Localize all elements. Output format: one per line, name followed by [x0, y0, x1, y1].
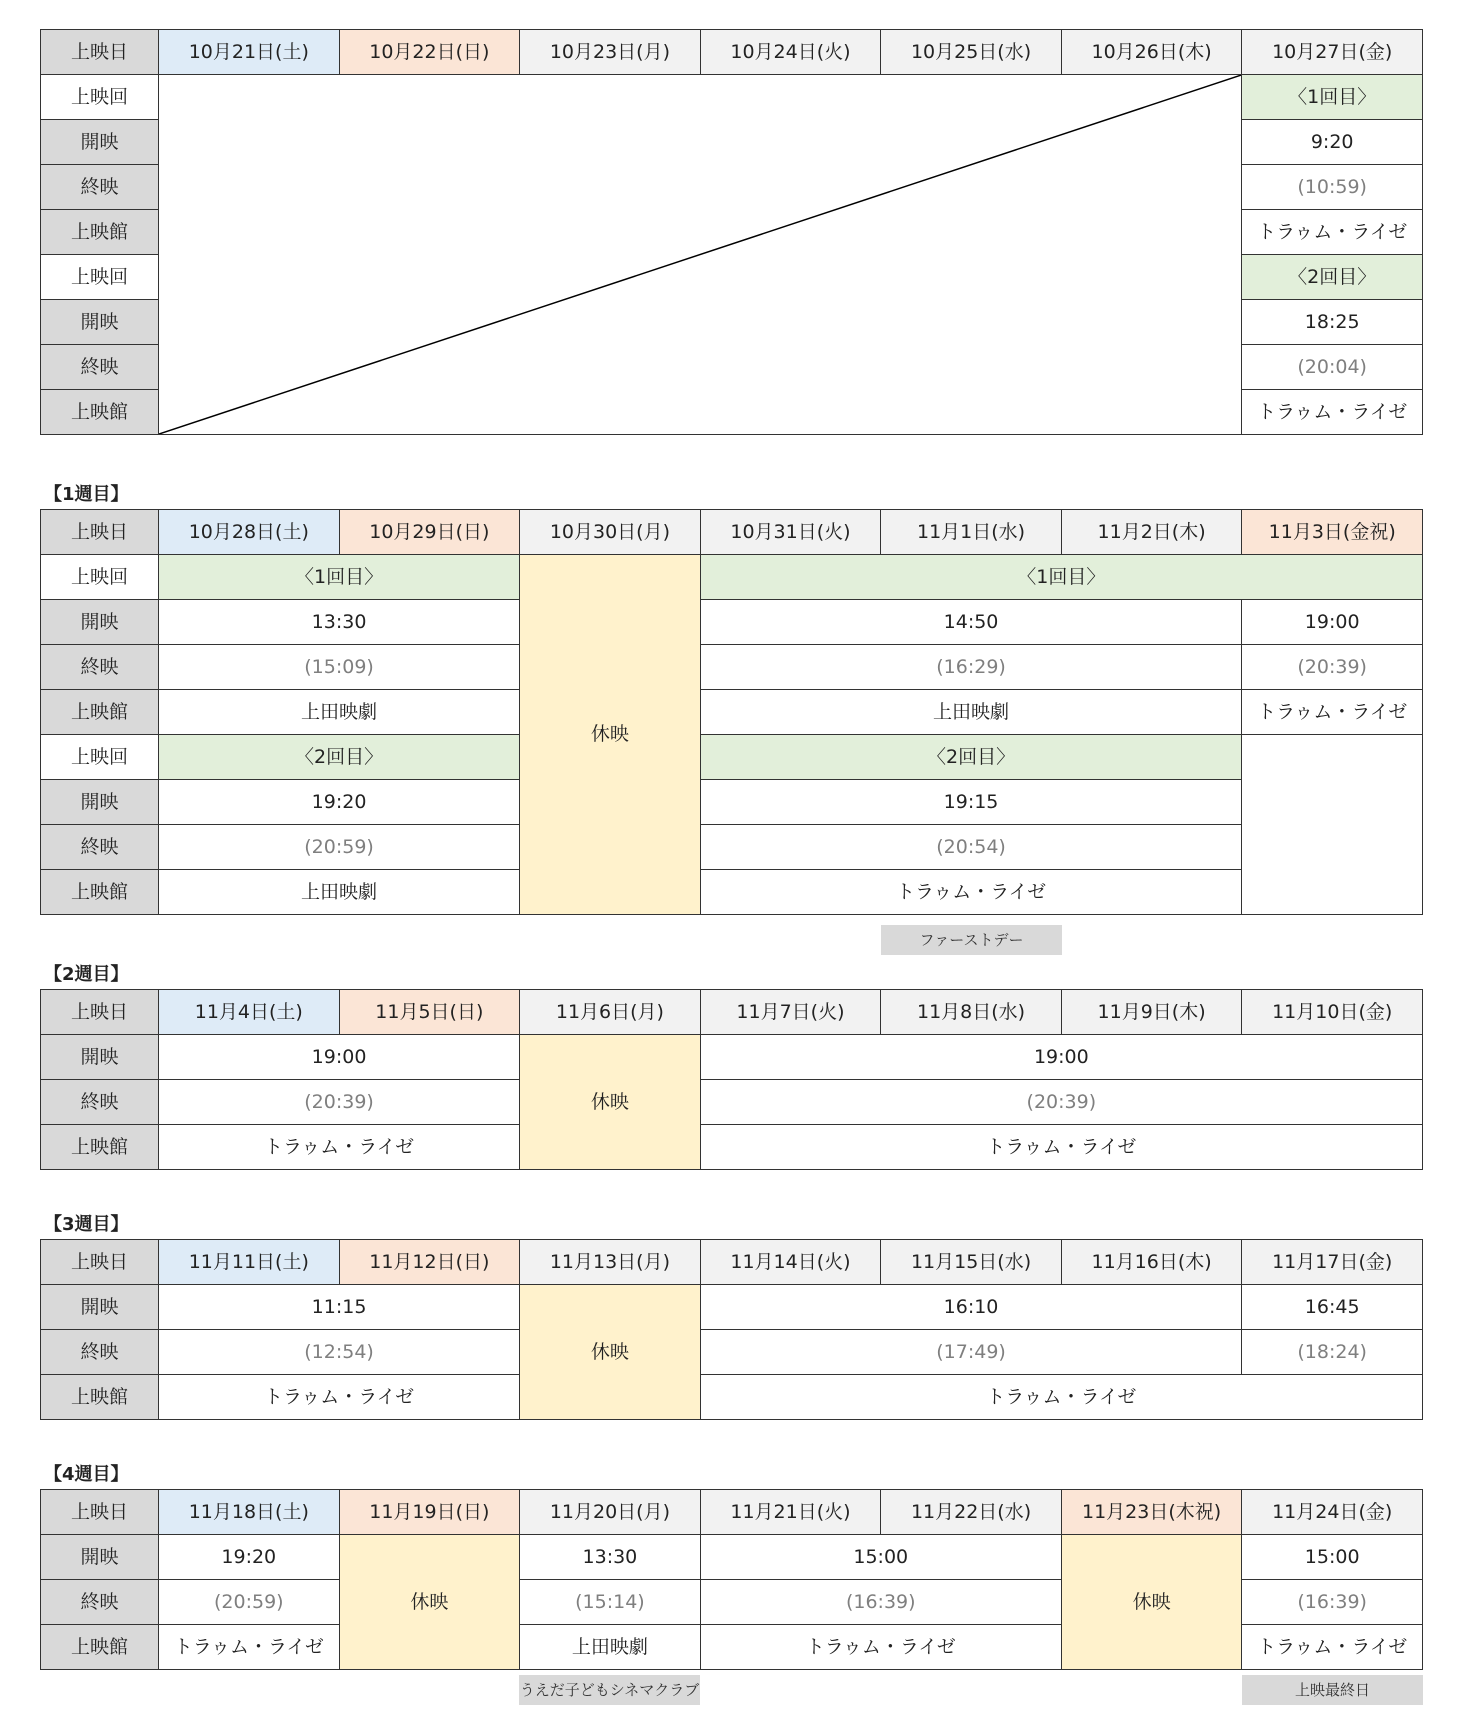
- date-cell: 11月22日(水): [881, 1490, 1062, 1535]
- closed-cell: 休映: [1061, 1535, 1242, 1670]
- end-time: (20:59): [159, 825, 520, 870]
- venue: トラゥム・ライゼ: [1242, 210, 1423, 255]
- date-cell: 10月25日(水): [881, 30, 1062, 75]
- start-time: 19:00: [700, 1035, 1422, 1080]
- start-time: 19:00: [1242, 600, 1423, 645]
- week-title: 【1週目】: [44, 484, 129, 505]
- row-label-show: 上映回: [41, 735, 159, 780]
- row-label-day: 上映日: [41, 1490, 159, 1535]
- schedule-table-week4: [40, 1489, 1423, 1670]
- start-time: 13:30: [520, 1535, 701, 1580]
- venue: トラゥム・ライゼ: [700, 870, 1242, 915]
- showing-number: 〈2回目〉: [700, 735, 1242, 780]
- venue: トラゥム・ライゼ: [159, 1375, 520, 1420]
- row-label-start: 開映: [41, 300, 159, 345]
- end-time: (16:39): [700, 1580, 1061, 1625]
- date-cell: 11月23日(木祝): [1061, 1490, 1242, 1535]
- row-label-venue: 上映館: [41, 870, 159, 915]
- date-cell: 10月29日(日): [339, 510, 520, 555]
- venue: トラゥム・ライゼ: [700, 1625, 1061, 1670]
- kids-cinema-club-note: うえだ子どもシネマクラブ: [519, 1675, 700, 1705]
- date-cell: 11月16日(木): [1061, 1240, 1242, 1285]
- showing-number: 〈1回目〉: [159, 555, 520, 600]
- end-time: (20:54): [700, 825, 1242, 870]
- row-label-day: 上映日: [41, 990, 159, 1035]
- start-time: 11:15: [159, 1285, 520, 1330]
- venue: トラゥム・ライゼ: [1242, 690, 1423, 735]
- row-label-end: 終映: [41, 345, 159, 390]
- start-time: 9:20: [1242, 120, 1423, 165]
- start-time: 19:15: [700, 780, 1242, 825]
- row-label-start: 開映: [41, 1035, 159, 1080]
- row-label-end: 終映: [41, 1330, 159, 1375]
- date-cell: 11月6日(月): [520, 990, 701, 1035]
- showing-number: 〈2回目〉: [1242, 255, 1423, 300]
- date-cell: 11月20日(月): [520, 1490, 701, 1535]
- date-cell: 11月13日(月): [520, 1240, 701, 1285]
- row-label-start: 開映: [41, 1285, 159, 1330]
- closed-cell: 休映: [520, 555, 701, 915]
- date-cell: 11月5日(日): [339, 990, 520, 1035]
- venue: トラゥム・ライゼ: [700, 1125, 1422, 1170]
- end-time: (17:49): [700, 1330, 1242, 1375]
- date-cell: 11月24日(金): [1242, 1490, 1423, 1535]
- date-cell: 10月30日(月): [520, 510, 701, 555]
- date-cell: 11月21日(火): [700, 1490, 881, 1535]
- date-cell: 11月7日(火): [700, 990, 881, 1035]
- row-label-end: 終映: [41, 165, 159, 210]
- start-time: 14:50: [700, 600, 1242, 645]
- start-time: 19:20: [159, 1535, 340, 1580]
- row-label-end: 終映: [41, 825, 159, 870]
- week-title: 【2週目】: [44, 964, 129, 985]
- schedule-table-week0: [40, 29, 1423, 435]
- date-cell: 10月21日(土): [159, 30, 340, 75]
- date-cell: 11月11日(土): [159, 1240, 340, 1285]
- date-cell: 10月22日(日): [339, 30, 520, 75]
- date-row: [41, 510, 1423, 555]
- row-label-start: 開映: [41, 120, 159, 165]
- end-time: (18:24): [1242, 1330, 1423, 1375]
- date-cell: 10月26日(木): [1061, 30, 1242, 75]
- schedule-table-week2: [40, 989, 1423, 1170]
- row-label-venue: 上映館: [41, 1625, 159, 1670]
- date-cell: 11月1日(水): [881, 510, 1062, 555]
- date-cell: 11月17日(金): [1242, 1240, 1423, 1285]
- showing-number: 〈1回目〉: [1242, 75, 1423, 120]
- venue: トラゥム・ライゼ: [700, 1375, 1422, 1420]
- venue: トラゥム・ライゼ: [1242, 390, 1423, 435]
- date-cell: 10月28日(土): [159, 510, 340, 555]
- venue: 上田映劇: [700, 690, 1242, 735]
- row-label-venue: 上映館: [41, 1375, 159, 1420]
- start-time: 15:00: [700, 1535, 1061, 1580]
- date-cell: 11月2日(木): [1061, 510, 1242, 555]
- date-cell: 11月12日(日): [339, 1240, 520, 1285]
- start-time: 16:10: [700, 1285, 1242, 1330]
- end-time: (16:39): [1242, 1580, 1423, 1625]
- showing-number: 〈2回目〉: [159, 735, 520, 780]
- empty-cell: [1242, 735, 1423, 915]
- date-cell: 11月9日(木): [1061, 990, 1242, 1035]
- end-time: (20:59): [159, 1580, 340, 1625]
- row-label-venue: 上映館: [41, 210, 159, 255]
- date-row: [41, 1490, 1423, 1535]
- venue: 上田映劇: [159, 690, 520, 735]
- start-time: 16:45: [1242, 1285, 1423, 1330]
- venue: 上田映劇: [520, 1625, 701, 1670]
- date-cell: 10月31日(火): [700, 510, 881, 555]
- start-time: 19:20: [159, 780, 520, 825]
- start-time: 13:30: [159, 600, 520, 645]
- start-time: 19:00: [159, 1035, 520, 1080]
- venue: トラゥム・ライゼ: [159, 1125, 520, 1170]
- row-label-end: 終映: [41, 1080, 159, 1125]
- date-cell: 11月15日(水): [881, 1240, 1062, 1285]
- no-screening-diagonal: [159, 75, 1242, 435]
- date-row: [41, 30, 1423, 75]
- row-label-day: 上映日: [41, 30, 159, 75]
- closed-cell: 休映: [339, 1535, 520, 1670]
- first-day-note: ファーストデー: [881, 925, 1062, 955]
- closed-cell: 休映: [520, 1285, 701, 1420]
- end-time: (12:54): [159, 1330, 520, 1375]
- schedule-table-week3: [40, 1239, 1423, 1420]
- row-label-start: 開映: [41, 780, 159, 825]
- row-label-end: 終映: [41, 1580, 159, 1625]
- date-row: [41, 1240, 1423, 1285]
- row-label-show: 上映回: [41, 75, 159, 120]
- date-cell: 11月19日(日): [339, 1490, 520, 1535]
- date-cell: 11月8日(水): [881, 990, 1062, 1035]
- end-time: (16:29): [700, 645, 1242, 690]
- week-title: 【4週目】: [44, 1464, 129, 1485]
- row-label-start: 開映: [41, 600, 159, 645]
- end-time: (20:39): [700, 1080, 1422, 1125]
- end-time: (15:14): [520, 1580, 701, 1625]
- date-row: [41, 990, 1423, 1035]
- end-time: (20:39): [1242, 645, 1423, 690]
- row-label-show: 上映回: [41, 255, 159, 300]
- row-label-day: 上映日: [41, 1240, 159, 1285]
- date-cell: 11月10日(金): [1242, 990, 1423, 1035]
- date-cell: 11月18日(土): [159, 1490, 340, 1535]
- venue: 上田映劇: [159, 870, 520, 915]
- diagonal-line: [159, 75, 1241, 434]
- end-time: (20:04): [1242, 345, 1423, 390]
- end-time: (10:59): [1242, 165, 1423, 210]
- last-day-note: 上映最終日: [1242, 1675, 1423, 1705]
- start-time: 18:25: [1242, 300, 1423, 345]
- date-cell: 10月27日(金): [1242, 30, 1423, 75]
- closed-cell: 休映: [520, 1035, 701, 1170]
- venue: トラゥム・ライゼ: [1242, 1625, 1423, 1670]
- date-cell: 10月23日(月): [520, 30, 701, 75]
- venue: トラゥム・ライゼ: [159, 1625, 340, 1670]
- row-label-venue: 上映館: [41, 690, 159, 735]
- date-cell: 11月3日(金祝): [1242, 510, 1423, 555]
- week-title: 【3週目】: [44, 1214, 129, 1235]
- row-label-venue: 上映館: [41, 390, 159, 435]
- schedule-table-week1: [40, 509, 1423, 915]
- end-time: (20:39): [159, 1080, 520, 1125]
- row-label-venue: 上映館: [41, 1125, 159, 1170]
- start-time: 15:00: [1242, 1535, 1423, 1580]
- date-cell: 11月14日(火): [700, 1240, 881, 1285]
- date-cell: 10月24日(火): [700, 30, 881, 75]
- row-label-end: 終映: [41, 645, 159, 690]
- row-label-show: 上映回: [41, 555, 159, 600]
- showing-number: 〈1回目〉: [700, 555, 1422, 600]
- date-cell: 11月4日(土): [159, 990, 340, 1035]
- row-label-day: 上映日: [41, 510, 159, 555]
- row-label-start: 開映: [41, 1535, 159, 1580]
- end-time: (15:09): [159, 645, 520, 690]
